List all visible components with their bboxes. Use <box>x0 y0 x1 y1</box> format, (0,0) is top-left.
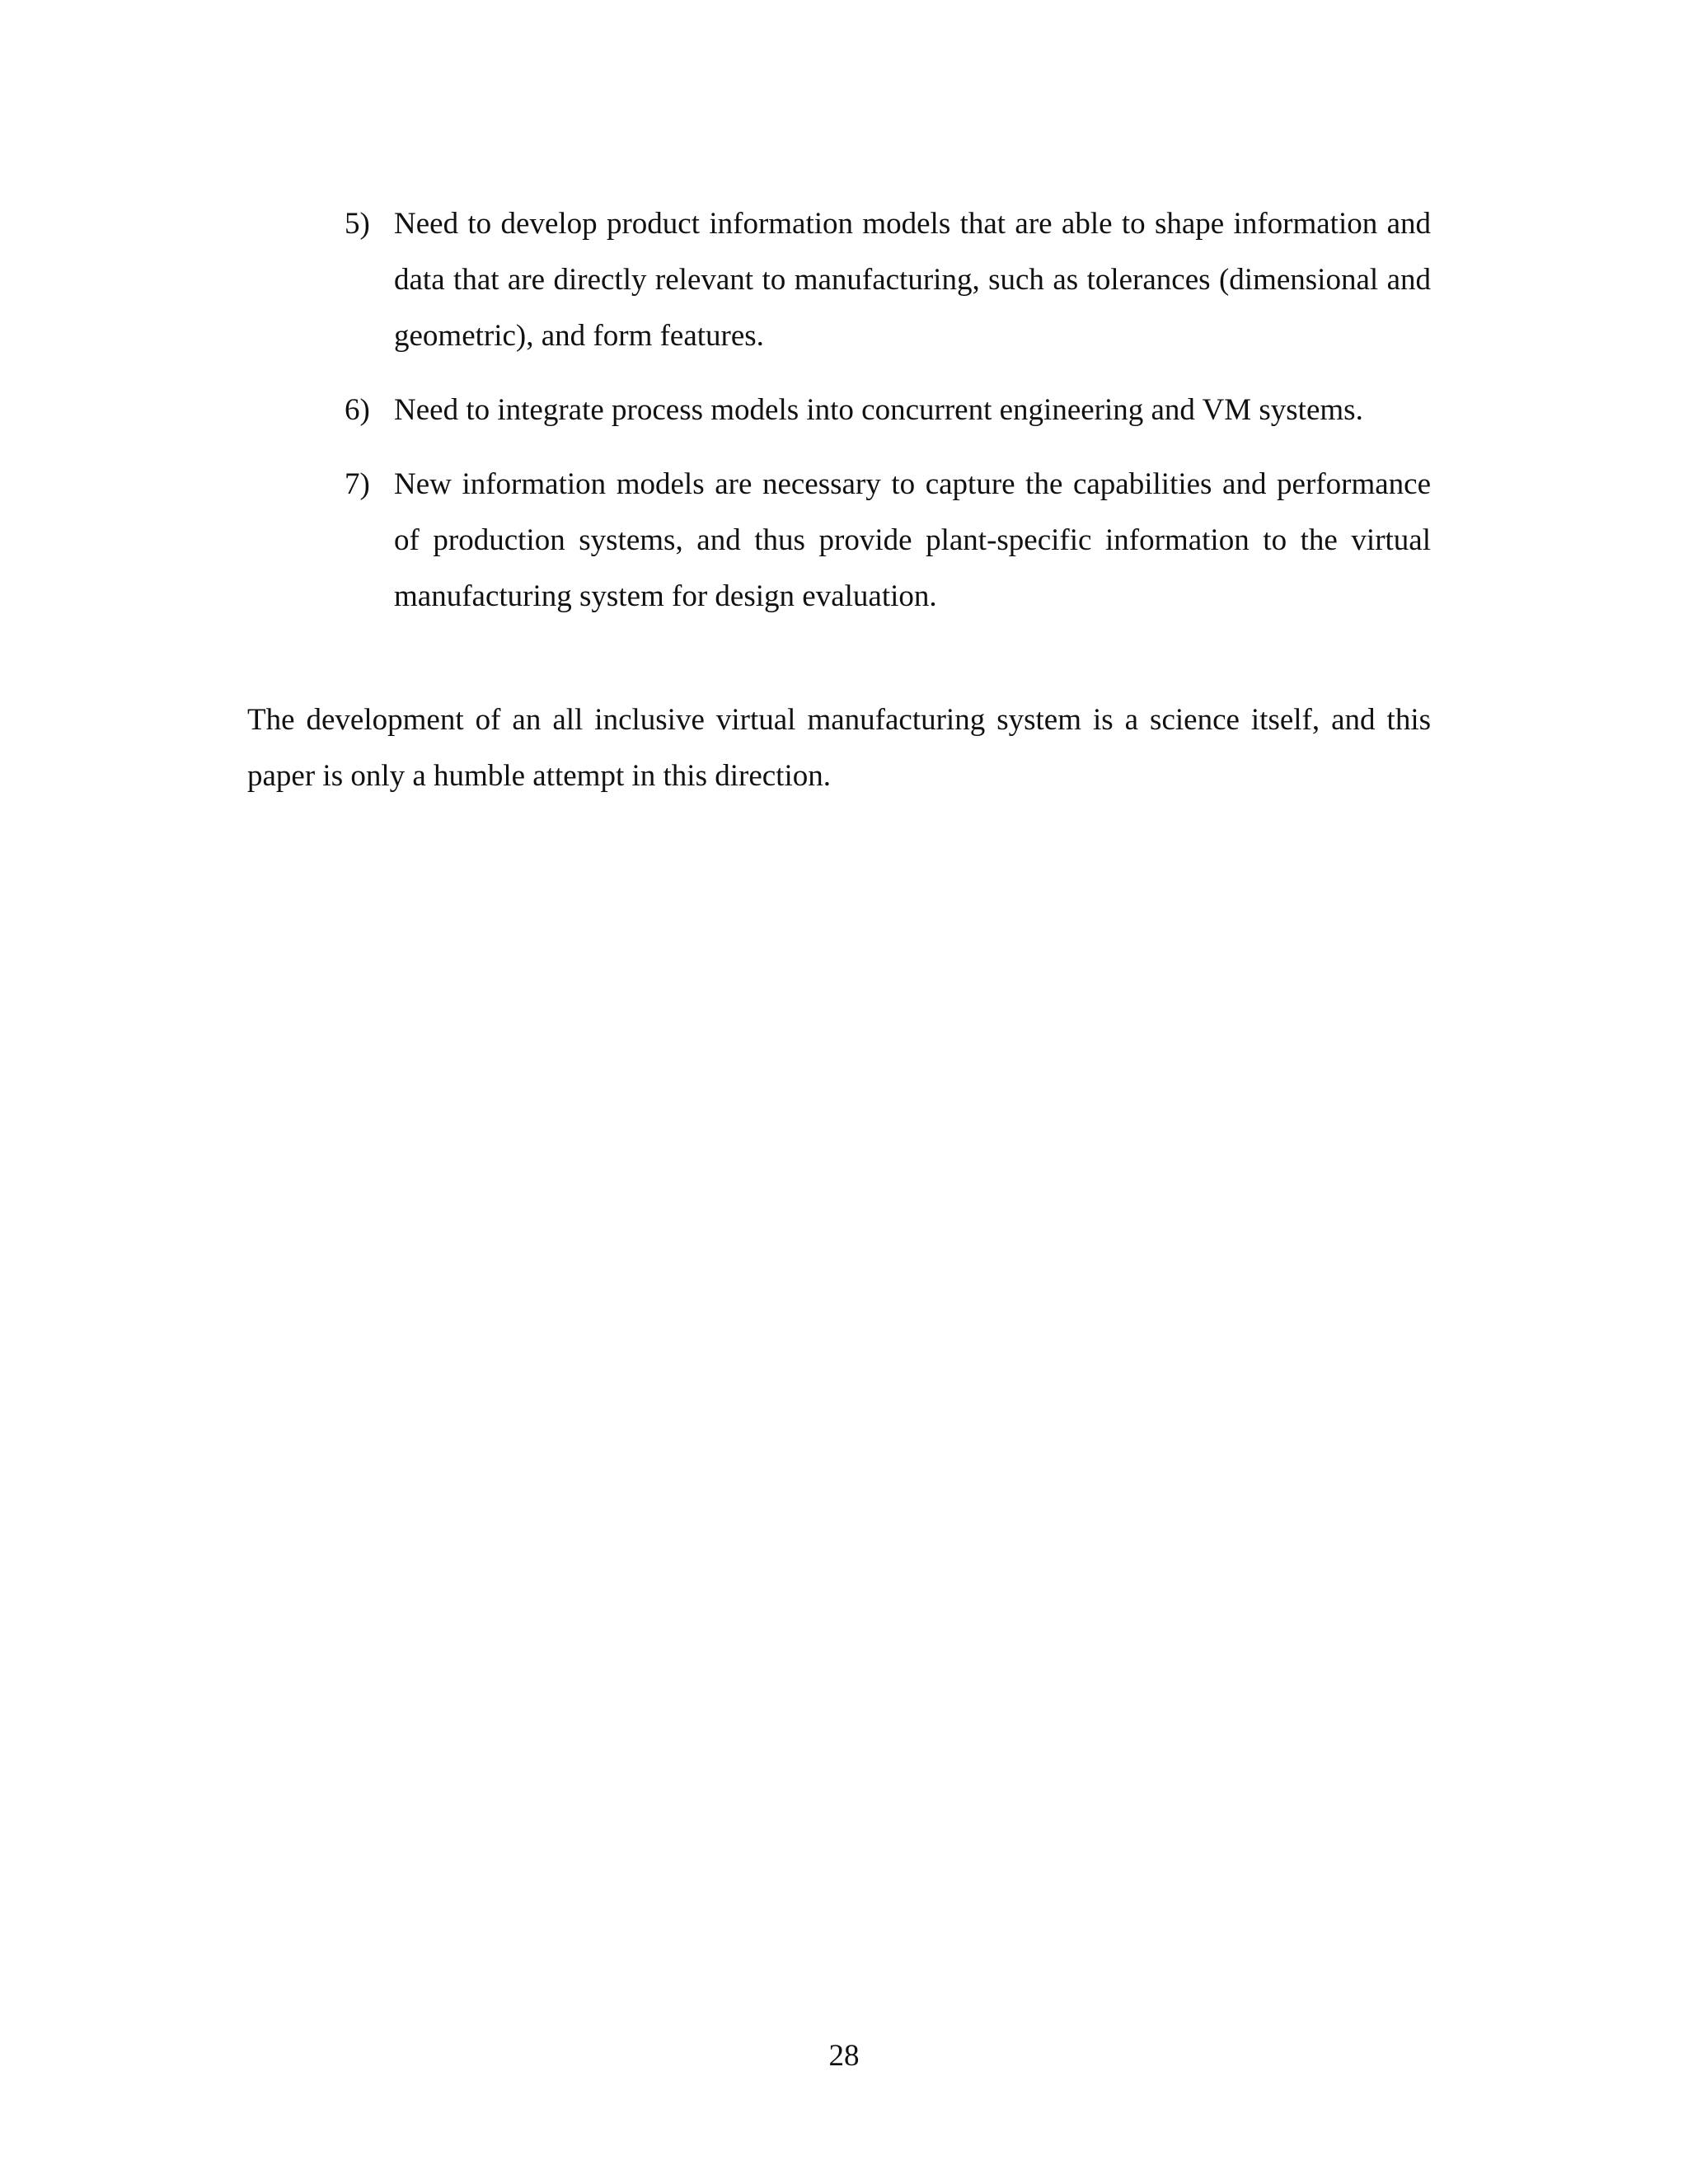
list-item <box>345 457 1431 625</box>
list-item-number: 5) <box>345 207 370 241</box>
list-item-text: Need to develop product information models that are able to shape information and data that are directly relevant to manufacturing, such as tolerances (dimensional and geometric), and form features. <box>394 207 1431 353</box>
numbered-list <box>345 196 1431 643</box>
list-item-text: Need to integrate process models into concurrent engineering and VM systems. <box>394 393 1363 427</box>
list-item-number: 7) <box>345 467 370 501</box>
list-item-text: New information models are necessary to capture the capabilities and performance of production systems, and thus provide plant-specific information to the virtual manufacturing system for design evaluation. <box>394 467 1431 613</box>
list-item <box>345 196 1431 364</box>
closing-paragraph: The development of an all inclusive virtual manufacturing system is a science itself, and this paper is only a humble attempt in this direction. <box>247 703 1431 793</box>
list-item-number: 6) <box>345 393 370 427</box>
page-number: 28 <box>828 2039 860 2073</box>
list-item <box>345 382 1431 438</box>
